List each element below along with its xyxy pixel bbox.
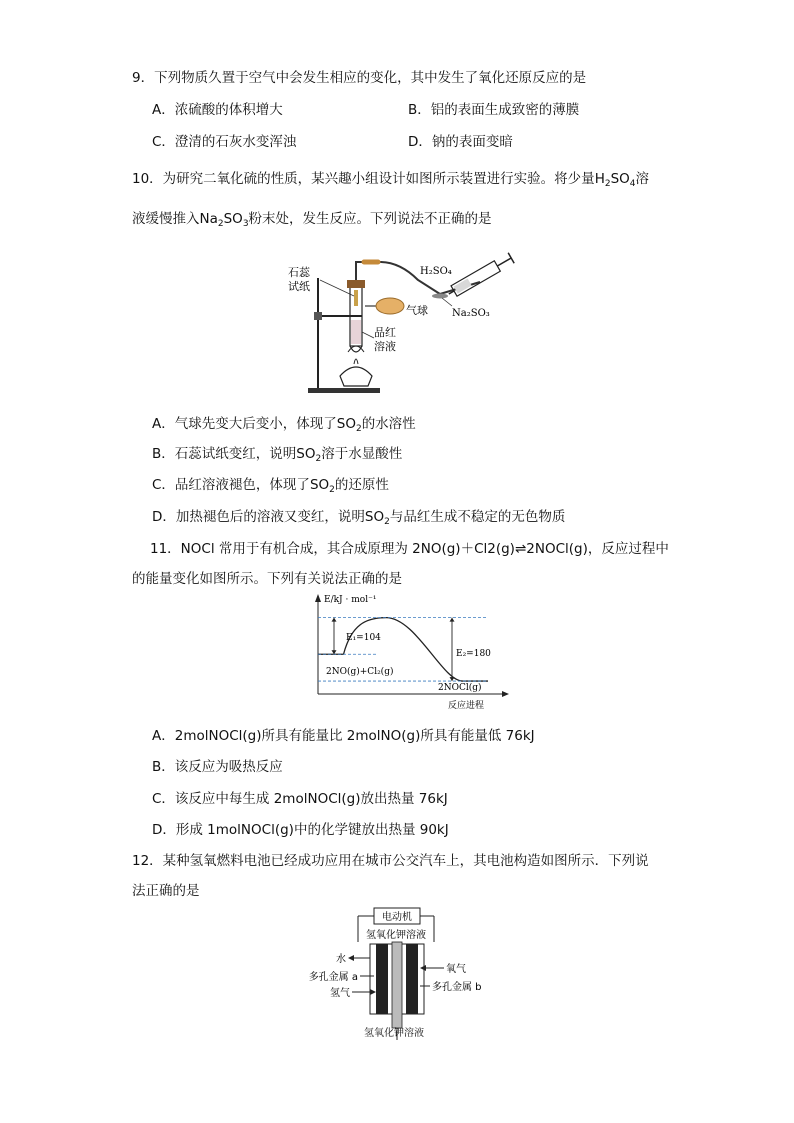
product-label: 2NOCl(g) (438, 683, 482, 693)
stand-base (308, 388, 380, 393)
q9-option-d: D．钠的表面变暗 (408, 134, 513, 150)
metal-b-label: 多孔金属 b (432, 982, 482, 993)
e2-arrow-head (450, 618, 455, 622)
q11-option-d: D．形成 1molNOCl(g)中的化学键放出热量 90kJ (152, 822, 449, 838)
electrode-a (376, 944, 388, 1014)
q11-option-b: B．该反应为吸热反应 (152, 759, 283, 775)
koh-bottom-label: 氢氧化钾溶液 (364, 1028, 424, 1039)
pinred-solution (351, 320, 361, 344)
q9-option-a: A．浓硫酸的体积增大 (152, 102, 283, 118)
x-axis-label: 反应进程 (448, 701, 485, 711)
oxygen-label: 氧气 (446, 964, 466, 975)
q10-stem-line2: 液缓慢推入$Na_2SO_3$粉末处，发生反应。下列说法不正确的是 (132, 211, 492, 229)
litmus-paper (354, 290, 358, 306)
electrode-b (406, 944, 418, 1014)
stopper (347, 280, 365, 288)
label-pinred-2: 溶液 (374, 340, 396, 353)
q9-option-b: B．铝的表面生成致密的薄膜 (408, 102, 580, 118)
q9-stem: 9．下列物质久置于空气中会发生相应的变化，其中发生了氧化还原反应的是 (132, 70, 587, 86)
q12-stem-line1: 12．某种氢氧燃料电池已经成功应用在城市公交汽车上，其电池构造如图所示．下列说 (132, 853, 649, 869)
q10-option-c: C．品红溶液褪色，体现了$SO_2$的还原性 (152, 477, 389, 495)
label-litmus-2: 试纸 (288, 280, 310, 293)
y-axis-label: E/kJ · mol⁻¹ (324, 595, 377, 605)
syringe (446, 253, 514, 299)
q11-option-c: C．该反应中每生成 2molNOCl(g)放出热量 76kJ (152, 791, 448, 807)
q11-stem-line2: 的能量变化如图所示。下列有关说法正确的是 (132, 571, 402, 587)
e2-arrow-head (450, 677, 455, 681)
e1-arrow-head (332, 618, 337, 622)
motor-label: 电动机 (382, 912, 412, 923)
fuel-cell-figure (304, 906, 484, 1040)
label-h2so4: H₂SO₄ (420, 266, 452, 277)
q12-stem-line2: 法正确的是 (132, 883, 200, 899)
water-label: 水 (336, 954, 346, 965)
na2so3-powder (432, 294, 448, 299)
q11-stem-line1: 11．NOCl 常用于有机合成，其合成原理为 2NO(g)＋Cl2(g)⇌2NOCl(g)，反应过程中 (150, 541, 669, 557)
q11-option-a: A．2molNOCl(g)所具有能量比 2molNO(g)所具有能量低 76kJ (152, 728, 535, 744)
label-litmus-1: 石蕊 (288, 266, 310, 279)
reactants-label: 2NO(g)+Cl₂(g) (326, 667, 394, 677)
balloon (376, 298, 404, 314)
q10-option-b: B．石蕊试纸变红，说明$SO_2$溶于水显酸性 (152, 446, 403, 464)
q10-option-a: A．气球先变大后变小，体现了$SO_2$的水溶性 (152, 416, 416, 434)
energy-diagram (306, 590, 516, 714)
label-balloon: 气球 (406, 304, 428, 317)
e1-label: E₁=104 (346, 633, 381, 643)
q9-option-c: C．澄清的石灰水变浑浊 (152, 134, 297, 150)
label-na2so3: Na₂SO₃ (452, 308, 490, 319)
flame (354, 359, 358, 364)
koh-top-label: 氢氧化钾溶液 (366, 930, 426, 941)
alcohol-lamp (340, 367, 372, 386)
label-pinred-1: 品红 (374, 326, 396, 339)
metal-a-label: 多孔金属 a (308, 972, 358, 983)
hydrogen-label: 氢气 (330, 988, 350, 999)
e2-label: E₂=180 (456, 649, 491, 659)
q10-option-d: D．加热褪色后的溶液又变红，说明$SO_2$与品红生成不稳定的无色物质 (152, 509, 566, 527)
electrolyte (392, 942, 402, 1028)
so2-apparatus-figure (280, 236, 520, 400)
q10-stem-line1: 10．为研究二氧化硫的性质，某兴趣小组设计如图所示装置进行实验。将少量$H_2SO_4$溶 (132, 171, 650, 189)
